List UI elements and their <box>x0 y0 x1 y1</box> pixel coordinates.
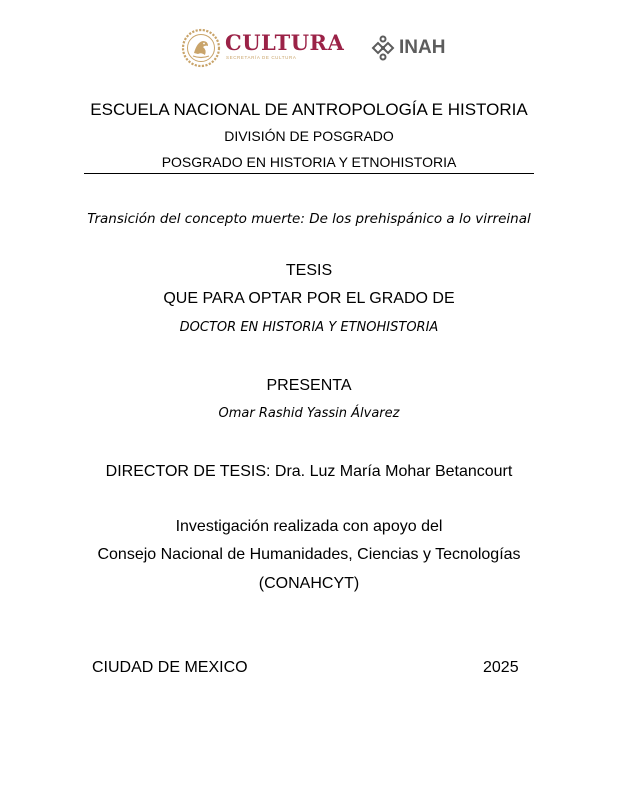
support-line-3: (CONAHCYT) <box>258 575 360 592</box>
document-type: TESIS <box>285 262 333 279</box>
author-name: Omar Rashid Yassin Álvarez <box>218 406 400 421</box>
national-seal-icon <box>181 28 221 68</box>
cultura-subtitle: SECRETARÍA DE CULTURA <box>226 55 297 60</box>
inah-logo <box>369 34 455 62</box>
city-label: CIUDAD DE MEXICO <box>92 659 248 676</box>
year-label: 2025 <box>483 659 519 676</box>
program-name: POSGRADO EN HISTORIA Y ETNOHISTORIA <box>161 154 457 170</box>
school-name: ESCUELA NACIONAL DE ANTROPOLOGÍA E HISTORIA <box>90 100 528 119</box>
support-line-2: Consejo Nacional de Humanidades, Ciencias y Tecnologías <box>97 546 521 563</box>
thesis-title: Transición del concepto muerte: De los prehispánico a lo virreinal <box>87 211 531 227</box>
inah-emblem-icon <box>369 35 397 61</box>
cultura-logo <box>181 28 343 68</box>
degree-purpose: QUE PARA OPTAR POR EL GRADO DE <box>163 290 455 307</box>
degree-name: DOCTOR EN HISTORIA Y ETNOHISTORIA <box>179 320 439 335</box>
presenta-label: PRESENTA <box>266 377 352 394</box>
inah-wordmark: INAH <box>399 37 446 58</box>
thesis-director: DIRECTOR DE TESIS: Dra. Luz María Mohar Betancourt <box>105 463 513 480</box>
cultura-wordmark: CULTURA <box>225 30 345 55</box>
division-name: DIVISIÓN DE POSGRADO <box>224 128 394 144</box>
support-line-1: Investigación realizada con apoyo del <box>175 518 443 535</box>
header-divider <box>84 173 534 174</box>
